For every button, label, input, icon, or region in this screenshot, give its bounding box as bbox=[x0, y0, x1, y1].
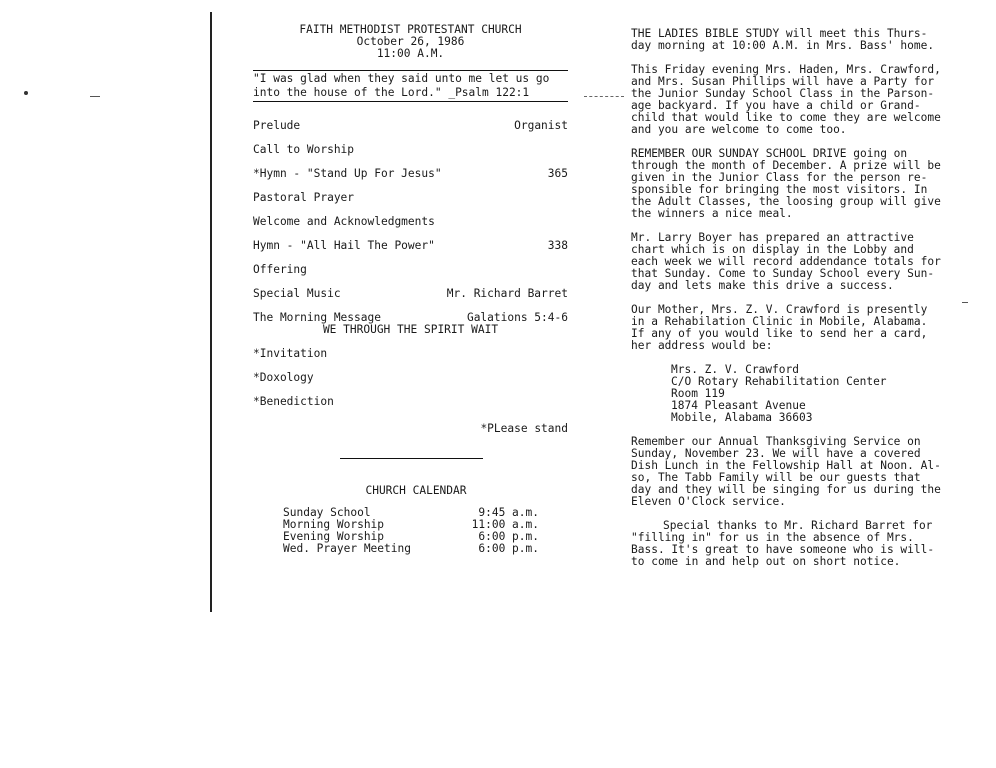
calendar-event: Morning Worship bbox=[283, 518, 385, 531]
service-item bbox=[253, 192, 568, 216]
service-item bbox=[253, 216, 568, 240]
text-line: Bass. It's great to have someone who is will- bbox=[631, 543, 935, 556]
text-line: If any of you would like to send her a card, bbox=[631, 327, 928, 340]
order-of-service-column bbox=[253, 24, 568, 435]
fold-line bbox=[210, 12, 212, 612]
service-item bbox=[253, 168, 568, 192]
church-name: FAITH METHODIST PROTESTANT CHURCH bbox=[299, 23, 522, 36]
service-item-sermon bbox=[253, 312, 568, 348]
item-name: *Hymn - "Stand Up For Jesus" bbox=[253, 167, 442, 180]
text-line: sponsible for bringing the most visitors. In bbox=[631, 183, 928, 196]
service-item bbox=[253, 240, 568, 264]
announcement-school-drive bbox=[631, 148, 961, 220]
announcement-attendance-chart bbox=[631, 232, 961, 292]
service-item bbox=[253, 372, 568, 396]
text-line: chart which is on display in the Lobby and bbox=[631, 243, 914, 256]
address-line: Room 119 bbox=[671, 387, 725, 400]
address-line: 1874 Pleasant Avenue bbox=[671, 399, 806, 412]
text-line: day and they will be singing for us during the bbox=[631, 483, 941, 496]
text-line: each week we will record addendance totals for bbox=[631, 255, 941, 268]
announcement-bible-study bbox=[631, 28, 961, 52]
service-item bbox=[253, 264, 568, 288]
item-name: *Benediction bbox=[253, 395, 334, 408]
text-line: age backyard. If you have a child or Grand- bbox=[631, 99, 921, 112]
quote-line: "I was glad when they said unto me let us go bbox=[253, 72, 550, 85]
text-line: day and lets make this drive a success. bbox=[631, 279, 894, 292]
text-line: Special thanks to Mr. Richard Barret for bbox=[663, 519, 933, 532]
text-line: in a Rehabilation Clinic in Mobile, Alabama. bbox=[631, 315, 928, 328]
calendar-time: 9:45 a.m. bbox=[478, 506, 539, 519]
item-name: Hymn - "All Hail The Power" bbox=[253, 239, 435, 252]
text-line: Mr. Larry Boyer has prepared an attractive bbox=[631, 231, 914, 244]
calendar-title: CHURCH CALENDAR bbox=[365, 484, 467, 497]
text-line: Sunday, November 23. We will have a covered bbox=[631, 447, 921, 460]
address-line: C/O Rotary Rehabilitation Center bbox=[671, 375, 887, 388]
calendar-event: Wed. Prayer Meeting bbox=[283, 542, 411, 555]
text-line: the Adult Classes, the loosing group will give bbox=[631, 195, 941, 208]
announcement-mrs-crawford bbox=[631, 304, 961, 352]
announcement-thanks bbox=[631, 520, 961, 568]
quote-line: into the house of the Lord." _Psalm 122:1 bbox=[253, 86, 530, 99]
church-calendar bbox=[283, 484, 539, 555]
text-line: the winners a nice meal. bbox=[631, 207, 793, 220]
item-name: *Doxology bbox=[253, 371, 314, 384]
item-name: Pastoral Prayer bbox=[253, 191, 355, 204]
bulletin-header bbox=[253, 24, 568, 60]
item-detail: 365 bbox=[547, 167, 568, 180]
scan-mark bbox=[584, 96, 624, 98]
calendar-time: 11:00 a.m. bbox=[471, 518, 539, 531]
address-line: Mrs. Z. V. Crawford bbox=[671, 363, 799, 376]
text-line: Our Mother, Mrs. Z. V. Crawford is presently bbox=[631, 303, 928, 316]
scripture-quote bbox=[253, 70, 568, 102]
service-date: October 26, 1986 bbox=[356, 35, 465, 48]
text-line: that Sunday. Come to Sunday School every Sun- bbox=[631, 267, 935, 280]
service-item bbox=[253, 396, 568, 420]
scan-mark bbox=[962, 302, 968, 303]
address-line: Mobile, Alabama 36603 bbox=[671, 411, 813, 424]
item-detail: Mr. Richard Barret bbox=[446, 287, 568, 300]
calendar-row bbox=[283, 543, 539, 555]
text-line: day morning at 10:00 A.M. in Mrs. Bass' home. bbox=[631, 39, 935, 52]
service-item bbox=[253, 120, 568, 144]
item-name: Special Music bbox=[253, 287, 341, 300]
calendar-time: 6:00 p.m. bbox=[478, 530, 539, 543]
text-line: child that would like to come they are welcome bbox=[631, 111, 941, 124]
service-item bbox=[253, 348, 568, 372]
text-line: This Friday evening Mrs. Haden, Mrs. Crawford, bbox=[631, 63, 941, 76]
text-line: the Junior Sunday School Class in the Parson- bbox=[631, 87, 935, 100]
item-detail: Galations 5:4-6 bbox=[466, 311, 568, 324]
item-name: *Invitation bbox=[253, 347, 328, 360]
item-name: Offering bbox=[253, 263, 307, 276]
text-line: THE LADIES BIBLE STUDY will meet this Thurs- bbox=[631, 27, 928, 40]
announcement-party bbox=[631, 64, 961, 136]
text-line: Eleven O'Clock service. bbox=[631, 495, 786, 508]
text-line: REMEMBER OUR SUNDAY SCHOOL DRIVE going on bbox=[631, 147, 908, 160]
text-line: "filling in" for us in the absence of Mrs. bbox=[631, 531, 914, 544]
item-name: The Morning Message bbox=[253, 311, 381, 324]
item-detail: Organist bbox=[514, 119, 568, 132]
calendar-event: Sunday School bbox=[283, 506, 371, 519]
order-of-service bbox=[253, 120, 568, 420]
text-line: her address would be: bbox=[631, 339, 773, 352]
text-line: so, The Tabb Family will be our guests that bbox=[631, 471, 921, 484]
service-item bbox=[253, 144, 568, 168]
section-divider bbox=[340, 458, 483, 459]
text-line: and Mrs. Susan Phillips will have a Party for bbox=[631, 75, 935, 88]
text-line: Dish Lunch in the Fellowship Hall at Noon. Al- bbox=[631, 459, 941, 472]
service-time: 11:00 A.M. bbox=[376, 47, 445, 60]
scan-mark bbox=[90, 96, 100, 97]
text-line: and you are welcome to come too. bbox=[631, 123, 847, 136]
calendar-time: 6:00 p.m. bbox=[478, 542, 539, 555]
text-line: through the month of December. A prize will be bbox=[631, 159, 941, 172]
announcement-thanksgiving bbox=[631, 436, 961, 508]
item-name: Welcome and Acknowledgments bbox=[253, 215, 435, 228]
calendar-event: Evening Worship bbox=[283, 530, 385, 543]
sermon-title: WE THROUGH THE SPIRIT WAIT bbox=[322, 323, 499, 336]
announcements-column bbox=[631, 28, 961, 580]
item-detail: 338 bbox=[547, 239, 568, 252]
text-line: Remember our Annual Thanksgiving Service on bbox=[631, 435, 921, 448]
mailing-address bbox=[671, 364, 961, 424]
item-name: Prelude bbox=[253, 119, 301, 132]
service-item bbox=[253, 288, 568, 312]
text-line: to come in and help out on short notice. bbox=[631, 555, 901, 568]
scan-speck bbox=[24, 91, 28, 95]
please-stand-note: *PLease stand bbox=[480, 422, 568, 435]
item-name: Call to Worship bbox=[253, 143, 355, 156]
text-line: given in the Junior Class for the person re- bbox=[631, 171, 928, 184]
